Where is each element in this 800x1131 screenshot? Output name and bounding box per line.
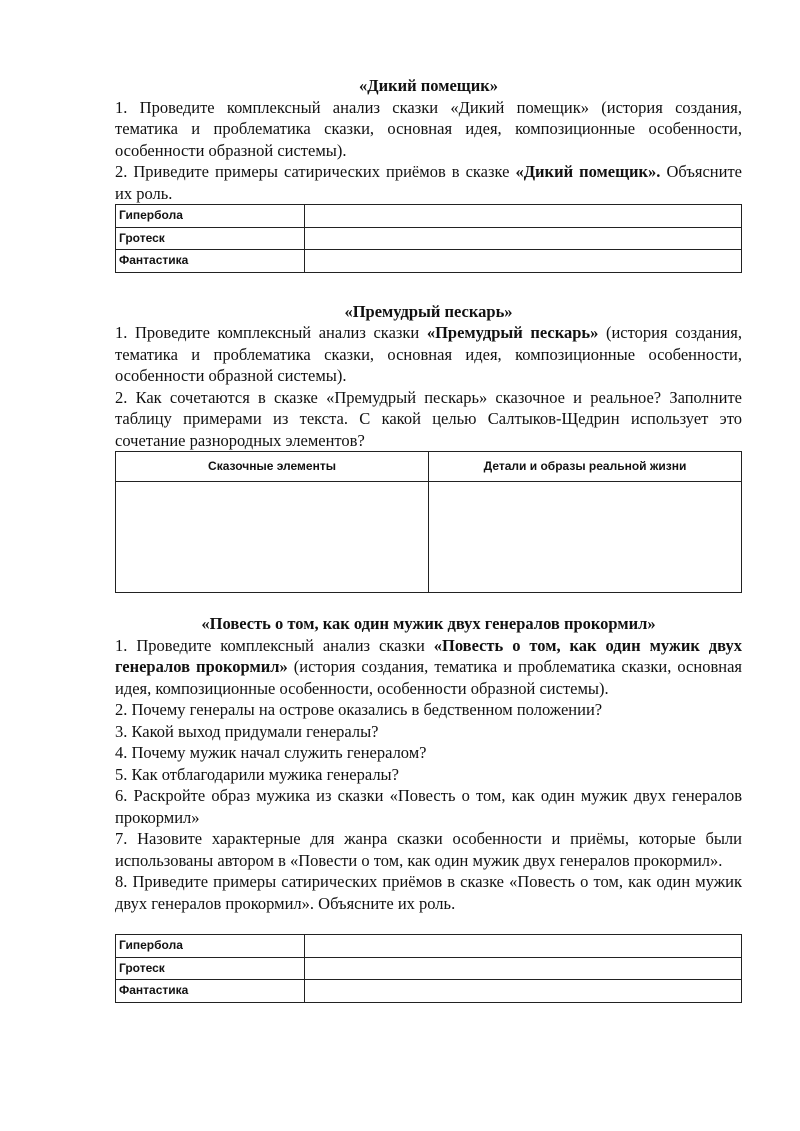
row-label: Гипербола	[116, 935, 305, 958]
answer-cell[interactable]	[305, 250, 742, 273]
table-row	[116, 980, 742, 1003]
satire-techniques-table	[115, 204, 742, 273]
fairy-vs-real-table	[115, 451, 742, 593]
section-title: «Дикий помещик»	[359, 76, 498, 95]
section-wild-landowner	[115, 75, 742, 273]
question-bold-title: «Премудрый пескарь»	[426, 323, 599, 342]
answer-cell[interactable]	[305, 227, 742, 250]
question-1	[115, 322, 742, 387]
table-row	[116, 250, 742, 273]
column-header: Сказочные элементы	[116, 452, 429, 482]
document-page	[115, 75, 742, 1003]
question-7: 7. Назовите характерные для жанра сказки особенности и приёмы, которые были использованы автором в «Повести о том, как один мужик двух генералов прокормил».	[115, 829, 742, 870]
row-label: Фантастика	[116, 980, 305, 1003]
answer-cell[interactable]	[116, 482, 429, 593]
row-label: Гротеск	[116, 957, 305, 980]
answer-cell[interactable]	[305, 205, 742, 228]
answer-cell[interactable]	[305, 980, 742, 1003]
question-5: 5. Как отблагодарили мужика генералы?	[115, 764, 399, 784]
question-text: 2. Приведите примеры сатирических приёмов в сказке	[115, 162, 516, 181]
question-3: 3. Какой выход придумали генералы?	[115, 721, 379, 741]
satire-techniques-table	[115, 934, 742, 1003]
column-header: Детали и образы реальной жизни	[429, 452, 742, 482]
table-row	[116, 482, 742, 593]
question-8: 8. Приведите примеры сатирических приёмов в сказке «Повесть о том, как один мужик двух генералов прокормил». Объясните их роль.	[115, 872, 742, 913]
answer-cell[interactable]	[305, 957, 742, 980]
question-text: (история создания, тематика и проблематика сказки, основная идея, композиционные особенности, особенности образной системы).	[115, 657, 742, 698]
question-6: 6. Раскройте образ мужика из сказки «Повесть о том, как один мужик двух генералов прокормил»	[115, 786, 742, 827]
row-label: Гротеск	[116, 227, 305, 250]
section-title: «Повесть о том, как один мужик двух генералов прокормил»	[201, 614, 656, 633]
question-2: 2. Почему генералы на острове оказались в бедственном положении?	[115, 700, 603, 719]
question-text: Объясните их роль.	[115, 162, 742, 203]
row-label: Гипербола	[116, 205, 305, 228]
table-row	[116, 227, 742, 250]
question-2	[115, 161, 742, 204]
question-text: (история создания, тематика и проблематика сказки, основная идея, композиционные особенности, особенности образной системы).	[115, 323, 742, 385]
table-row	[116, 205, 742, 228]
question-text: 1. Проведите комплексный анализ сказки	[115, 323, 427, 342]
answer-cell[interactable]	[305, 935, 742, 958]
question-text: 1. Проведите комплексный анализ сказки	[115, 635, 434, 655]
question-bold-title: «Дикий помещик».	[515, 162, 661, 181]
question-2: 2. Как сочетаются в сказке «Премудрый пескарь» сказочное и реальное? Заполните таблицу примерами из текста. С какой целью Салтыков-Щедрин использует это сочетание разнородных элементов?	[115, 387, 742, 450]
table-row	[116, 935, 742, 958]
table-row	[116, 957, 742, 980]
section-title: «Премудрый пескарь»	[344, 301, 513, 321]
question-1	[115, 635, 742, 700]
question-4: 4. Почему мужик начал служить генералом?	[115, 743, 427, 762]
table-header-row	[116, 452, 742, 482]
section-peasant-generals	[115, 613, 742, 1003]
question-1: 1. Проведите комплексный анализ сказки «Дикий помещик» (история создания, тематика и проблематика сказки, основная идея, композиционные особенности, особенности образной системы).	[115, 97, 742, 160]
section-wise-gudgeon	[115, 301, 742, 594]
answer-cell[interactable]	[429, 482, 742, 593]
question-bold-title: «Повесть о том, как один мужик двух генералов прокормил»	[115, 635, 743, 676]
row-label: Фантастика	[116, 250, 305, 273]
